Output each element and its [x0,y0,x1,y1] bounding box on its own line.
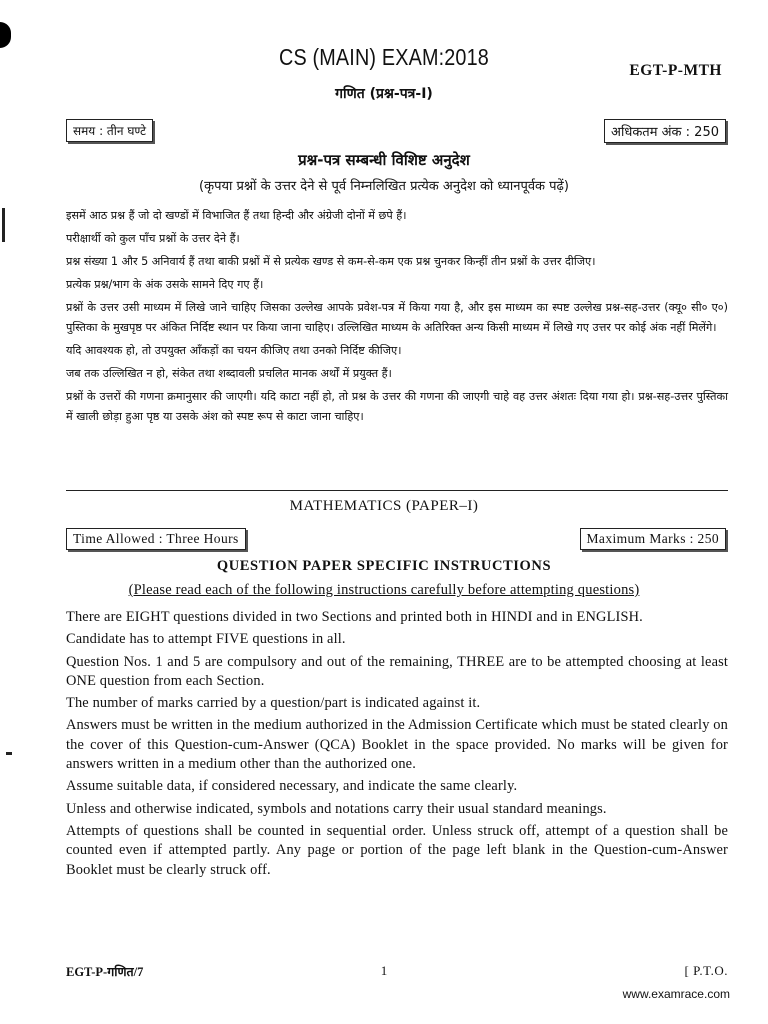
pto-label: [ P.T.O. [684,963,728,978]
instructions-title: QUESTION PAPER SPECIFIC INSTRUCTIONS [216,558,552,574]
english-instruction: There are EIGHT questions divided in two Sections and printed both in HINDI and in ENGLISH. [66,609,643,625]
time-box-hindi: समय : तीन घण्टे [66,119,153,142]
paper-code: EGT-P-MTH [629,62,722,79]
hindi-instruction: परीक्षार्थी को कुल पाँच प्रश्नों के उत्तर देने हैं। [66,232,240,245]
scan-artifact-mark [2,208,5,242]
scan-artifact-blob [0,22,11,48]
hindi-instruction: प्रश्नों के उत्तरों की गणना क्रमानुसार की जाएगी। यदि काटा नहीं हो, तो प्रश्न के उत्तर की गणना की जाएगी चाहे वह उत्तर अंशतः दिया गया हो। प्रश्न-सह-उत्तर पुस्तिका में खाली छोड़ा हुआ पृष्ठ या उसके अंश को स्पष्ट रूप से काटा जाना चाहिए। [66,390,728,423]
hindi-instructions-list [66,206,728,430]
hindi-instructions-heading: प्रश्न-पत्र सम्बन्धी विशिष्ट अनुदेश [298,151,470,169]
page-number: 1 [380,963,388,978]
english-instruction: Answers must be written in the medium authorized in the Admission Certificate which must be stated clearly on the cover of this Question-cum-Answer (QCA) Booklet in the space provided. No marks will be given for answers written in a medium other than the authorized one. [66,717,728,773]
english-instruction: Unless and otherwise indicated, symbols and notations carry their usual standard meanings. [66,800,607,817]
hindi-instruction: प्रश्न संख्या 1 और 5 अनिवार्य हैं तथा बाकी प्रश्नों में से प्रत्येक खण्ड से कम-से-कम एक प्रश्न चुनकर किन्हीं तीन प्रश्नों के उत्तर दीजिए। [66,255,596,268]
instructions-subtitle: (Please read each of the following instructions carefully before attempting questions) [128,582,640,598]
hindi-instruction: जब तक उल्लिखित न हो, संकेत तथा शब्दावली प्रचलित मानक अर्थों में प्रयुक्त हैं। [66,367,392,380]
english-instructions-list [66,608,728,883]
footer-paper-code: EGT-P-गणित/7 [66,965,144,979]
exam-title: CS (MAIN) EXAM:2018 [279,44,489,70]
watermark-url: www.examrace.com [622,987,730,1001]
hindi-instruction: प्रत्येक प्रश्न/भाग के अंक उसके सामने दिए गए हैं। [66,278,264,291]
english-instruction: Assume suitable data, if considered necessary, and indicate the same clearly. [66,778,518,795]
hindi-instruction: इसमें आठ प्रश्न हैं जो दो खण्डों में विभाजित हैं तथा हिन्दी और अंग्रेजी दोनों में छपे हैं। [66,209,407,222]
english-instruction: Question Nos. 1 and 5 are compulsory and out of the remaining, THREE are to be attempted choosing at least ONE question from each Section. [66,653,728,689]
hindi-instructions-subheading: (कृपया प्रश्नों के उत्तर देने से पूर्व निम्नलिखित प्रत्येक अनुदेश को ध्यानपूर्वक पढ़ें) [199,179,569,194]
scan-artifact-mark [6,752,12,755]
marks-box-hindi: अधिकतम अंक : 250 [604,119,726,143]
hindi-instruction: प्रश्नों के उत्तर उसी माध्यम में लिखे जाने चाहिए जिसका उल्लेख आपके प्रवेश-पत्र में किया गया है, और इस माध्यम का स्पष्ट उल्लेख प्रश्न-सह-उत्तर (क्यू० सी० ए०) पुस्तिका के मुखपृष्ठ पर अंकित निर्दिष्ट स्थान पर किया जाना चाहिए। उल्लिखित माध्यम के अतिरिक्त अन्य किसी माध्यम में लिखे गए उत्तर पर कोई अंक नहीं मिलेंगे। [66,301,728,334]
english-instruction: The number of marks carried by a question/part is indicated against it. [66,695,481,712]
english-instruction: Attempts of questions shall be counted in sequential order. Unless struck off, attempt of a question shall be counted even if attempted partly. Any page or portion of the page left blank in the Question-cum-Answer Booklet must be clearly struck off. [66,822,728,878]
max-marks-box: Maximum Marks : 250 [580,528,726,550]
time-allowed-box: Time Allowed : Three Hours [66,528,246,550]
subject-english: MATHEMATICS (PAPER–I) [289,498,479,514]
english-instruction: Candidate has to attempt FIVE questions in all. [66,631,346,648]
section-divider [66,490,728,491]
hindi-instruction: यदि आवश्यक हो, तो उपयुक्त आँकड़ों का चयन कीजिए तथा उनको निर्दिष्ट कीजिए। [66,344,402,357]
subject-hindi: गणित (प्रश्न-पत्र-I) [335,86,433,102]
